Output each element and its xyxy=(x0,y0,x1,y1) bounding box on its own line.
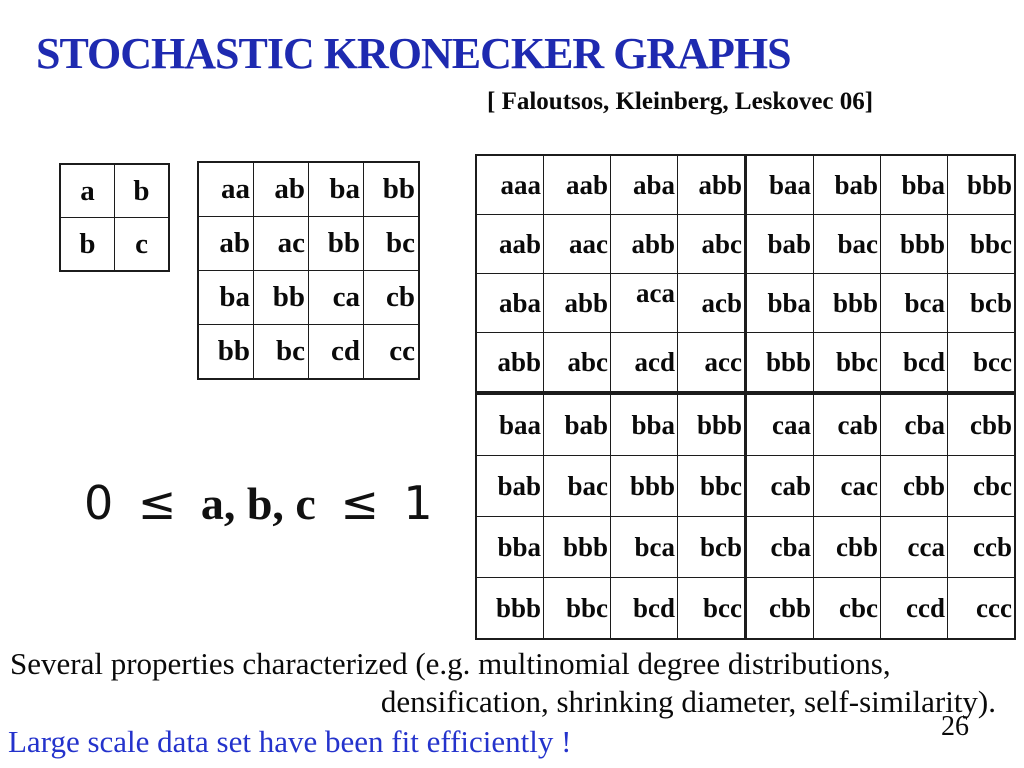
matrix-cell: aac xyxy=(544,215,611,274)
matrix-cell: bbb xyxy=(948,155,1016,215)
matrix-cell: bcc xyxy=(678,578,746,640)
matrix-row xyxy=(60,164,169,218)
matrix-cell: bca xyxy=(881,274,948,333)
matrix-cell: bb xyxy=(364,162,420,217)
matrix-cell: bcb xyxy=(948,274,1016,333)
matrix-cell: bb xyxy=(254,271,309,325)
formula-zero: 0 xyxy=(84,476,114,530)
matrix-cell: baa xyxy=(746,155,814,215)
matrix-cell: ac xyxy=(254,217,309,271)
matrix-cell: c xyxy=(115,218,170,272)
matrix-cell: ab xyxy=(198,217,254,271)
less-equal-icon: ≤ xyxy=(137,476,177,530)
matrix-cell: bac xyxy=(814,215,881,274)
matrix-cell: bbb xyxy=(746,333,814,393)
matrix-cell: aab xyxy=(544,155,611,215)
matrix-cell: bc xyxy=(364,217,420,271)
matrix-row xyxy=(198,271,419,325)
initiator-matrix-2x2 xyxy=(59,163,170,272)
matrix-cell: abb xyxy=(678,155,746,215)
matrix-cell: bcc xyxy=(948,333,1016,393)
matrix-cell: cba xyxy=(746,517,814,578)
matrix-cell: cbc xyxy=(814,578,881,640)
page-number: 26 xyxy=(941,711,969,742)
kronecker-power3-matrix-8x8-bottom xyxy=(475,393,1016,640)
matrix-cell: aa xyxy=(198,162,254,217)
matrix-cell: bbb xyxy=(476,578,544,640)
kronecker-power3-matrix-8x8-top xyxy=(475,154,1016,393)
matrix-cell: acb xyxy=(678,274,746,333)
matrix-cell: b xyxy=(115,164,170,218)
matrix-row xyxy=(476,394,1015,456)
matrix-cell: bb xyxy=(198,325,254,380)
matrix-cell: cbc xyxy=(948,456,1016,517)
matrix-cell: cac xyxy=(814,456,881,517)
properties-text-line2: densification, shrinking diameter, self-similarity). xyxy=(380,684,996,719)
highlight-text: Large scale data set have been fit efficiently ! xyxy=(8,724,572,759)
matrix-cell: bbb xyxy=(881,215,948,274)
matrix-cell: cc xyxy=(364,325,420,380)
slide-title: STOCHASTIC KRONECKER GRAPHS xyxy=(36,29,791,78)
matrix-row xyxy=(198,217,419,271)
matrix-cell: bb xyxy=(309,217,364,271)
matrix-cell: bba xyxy=(611,394,678,456)
matrix-cell: cba xyxy=(881,394,948,456)
matrix-cell: bbb xyxy=(544,517,611,578)
matrix-cell: aca xyxy=(611,274,678,333)
matrix-cell: acc xyxy=(678,333,746,393)
matrix-cell: bc xyxy=(254,325,309,380)
matrix-row xyxy=(198,162,419,217)
matrix-cell: abc xyxy=(678,215,746,274)
matrix-cell: acd xyxy=(611,333,678,393)
matrix-cell: abb xyxy=(544,274,611,333)
properties-text-line1: Several properties characterized (e.g. multinomial degree distributions, xyxy=(10,646,891,681)
matrix-cell: bba xyxy=(881,155,948,215)
matrix-cell: bab xyxy=(814,155,881,215)
matrix-cell: bcb xyxy=(678,517,746,578)
matrix-cell: baa xyxy=(476,394,544,456)
matrix-cell: cab xyxy=(814,394,881,456)
matrix-row xyxy=(476,578,1015,640)
matrix-cell: b xyxy=(60,218,115,272)
matrix-cell: ab xyxy=(254,162,309,217)
matrix-cell: bcd xyxy=(881,333,948,393)
matrix-cell: aba xyxy=(611,155,678,215)
matrix-cell: bbc xyxy=(948,215,1016,274)
matrix-cell: bbc xyxy=(814,333,881,393)
less-equal-icon: ≤ xyxy=(340,476,379,530)
matrix-cell: cbb xyxy=(814,517,881,578)
matrix-cell: cbb xyxy=(746,578,814,640)
matrix-cell: bbb xyxy=(678,394,746,456)
matrix-cell: bcd xyxy=(611,578,678,640)
matrix-row xyxy=(476,215,1015,274)
matrix-row xyxy=(476,517,1015,578)
matrix-cell: bba xyxy=(476,517,544,578)
matrix-cell: bbb xyxy=(611,456,678,517)
matrix-cell: bab xyxy=(476,456,544,517)
matrix-cell: bac xyxy=(544,456,611,517)
probability-constraint-formula xyxy=(84,476,433,530)
matrix-cell: abb xyxy=(611,215,678,274)
kronecker-power2-matrix-4x4 xyxy=(197,161,420,380)
matrix-cell: cca xyxy=(881,517,948,578)
matrix-cell: cd xyxy=(309,325,364,380)
matrix-row xyxy=(476,333,1015,393)
matrix-row xyxy=(476,274,1015,333)
matrix-cell: bbc xyxy=(678,456,746,517)
matrix-cell: bca xyxy=(611,517,678,578)
matrix-cell: aaa xyxy=(476,155,544,215)
matrix-cell: bbb xyxy=(814,274,881,333)
matrix-cell: bab xyxy=(544,394,611,456)
matrix-row xyxy=(198,325,419,380)
matrix-row xyxy=(476,456,1015,517)
matrix-cell: bba xyxy=(746,274,814,333)
formula-variables: a, b, c xyxy=(200,478,316,529)
matrix-cell: ba xyxy=(309,162,364,217)
matrix-cell: aab xyxy=(476,215,544,274)
matrix-cell: caa xyxy=(746,394,814,456)
matrix-cell: cb xyxy=(364,271,420,325)
matrix-cell: cbb xyxy=(881,456,948,517)
matrix-cell: bab xyxy=(746,215,814,274)
matrix-cell: ccd xyxy=(881,578,948,640)
matrix-row xyxy=(60,218,169,272)
matrix-cell: aba xyxy=(476,274,544,333)
matrix-cell: cab xyxy=(746,456,814,517)
matrix-cell: a xyxy=(60,164,115,218)
matrix-cell: cbb xyxy=(948,394,1016,456)
citation-text: [ Faloutsos, Kleinberg, Leskovec 06] xyxy=(487,88,874,115)
matrix-cell: abb xyxy=(476,333,544,393)
matrix-cell: ccb xyxy=(948,517,1016,578)
matrix-row xyxy=(476,155,1015,215)
matrix-cell: ccc xyxy=(948,578,1016,640)
matrix-cell: ca xyxy=(309,271,364,325)
matrix-cell: abc xyxy=(544,333,611,393)
matrix-cell: bbc xyxy=(544,578,611,640)
matrix-cell: ba xyxy=(198,271,254,325)
formula-one: 1 xyxy=(403,476,433,530)
